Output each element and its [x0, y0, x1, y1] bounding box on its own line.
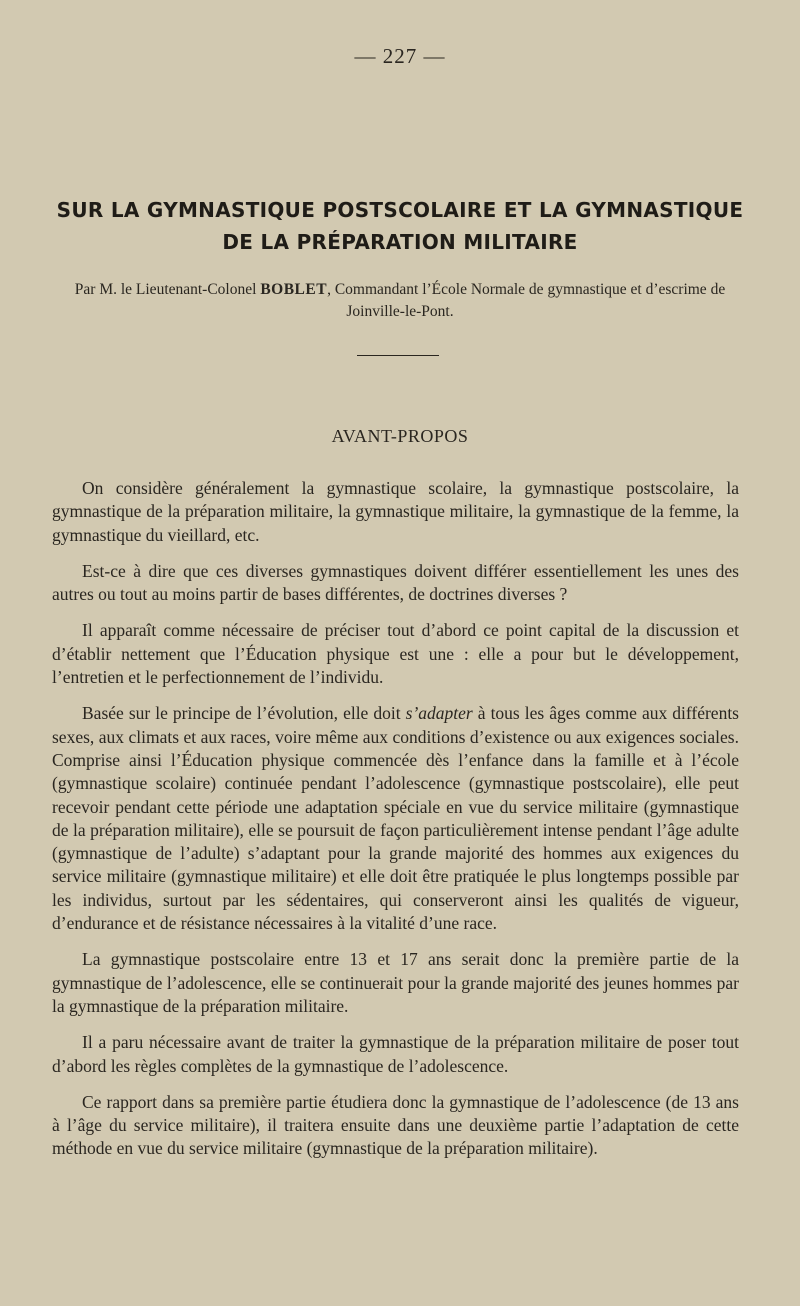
author-name: BOBLET — [260, 281, 328, 298]
byline-suffix: , Commandant l’École Normale de gymnastique et d’escrime de Joinville-le-Pont. — [327, 281, 726, 320]
paragraph-text: Basée sur le principe de l’évolution, elle doit — [82, 703, 401, 724]
article-byline — [50, 279, 750, 323]
article-body — [52, 477, 739, 1174]
paragraph: On considère généralement la gymnastique scolaire, la gymnastique postscolaire, la gymnastique de la préparation militaire, la gymnastique militaire, la gymnastique de la femme, la gymnastique du vieillard, etc. — [52, 478, 739, 545]
paragraph: Il a paru nécessaire avant de traiter la gymnastique de la préparation militaire de poser tout d’abord les règles complètes de la gymnastique de l’adolescence. — [52, 1032, 739, 1076]
paragraph: Est-ce à dire que ces diverses gymnastiques doivent différer essentiellement les unes des autres ou tout au moins partir de bases différentes, de doctrines diverses ? — [52, 560, 739, 605]
paragraph-text: à tous les âges comme aux différents sexes, aux climats et aux races, voire même aux conditions d’existence ou aux exigences sociales. Comprise ainsi l’Éducation physique commencée dès l’enfance dans la famille et à l’école (gymnastique scolaire) continuée pendant l’adolescence (gymnastique postscolaire), elle peut recevoir pendant cette période une adaptation spéciale en vue du service militaire (gymnastique de la préparation militaire), elle se poursuit de façon particulièrement intense pendant l’âge adulte (gymnastique de l’adulte) s’adaptant pour la grande majorité des hommes aux exigences du service militaire (gymnastique militaire) et elle doit être pratiquée le plus longtemps possible par les individus, surtout par les sédentaires, qui conserveront ainsi les qualités de vigueur, d’endurance et de résistance nécessaires à la vitalité d’une race. — [52, 703, 739, 934]
section-heading: AVANT-PROPOS — [331, 426, 469, 446]
paragraph — [52, 702, 739, 935]
paragraph: Il apparaît comme nécessaire de préciser tout d’abord ce point capital de la discussion et d’établir nettement que l’Éducation physique est une : elle a pour but le développement, l’entretien et le perfectionnement de l’individu. — [52, 620, 739, 688]
page-number: — 227 — — [354, 44, 446, 68]
emphasis-text: s’adapter — [405, 703, 473, 724]
paragraph: Ce rapport dans sa première partie étudiera donc la gymnastique de l’adolescence (de 13 ans à l’âge du service militaire), il traitera ensuite dans une deuxième partie l’adaptation de cette méthode en vue du service militaire (gymnastique de la préparation militaire). — [52, 1091, 739, 1159]
byline-prefix: Par M. le Lieutenant-Colonel — [74, 281, 257, 298]
article-title: SUR LA GYMNASTIQUE POSTSCOLAIRE ET LA GYMNASTIQUE DE LA PRÉPARATION MILITAIRE — [56, 198, 744, 254]
title-divider — [357, 355, 439, 356]
paragraph: La gymnastique postscolaire entre 13 et 17 ans serait donc la première partie de la gymnastique de l’adolescence, elle se continuerait pour la grande majorité des jeunes hommes par la gymnastique de la préparation militaire. — [52, 949, 739, 1016]
